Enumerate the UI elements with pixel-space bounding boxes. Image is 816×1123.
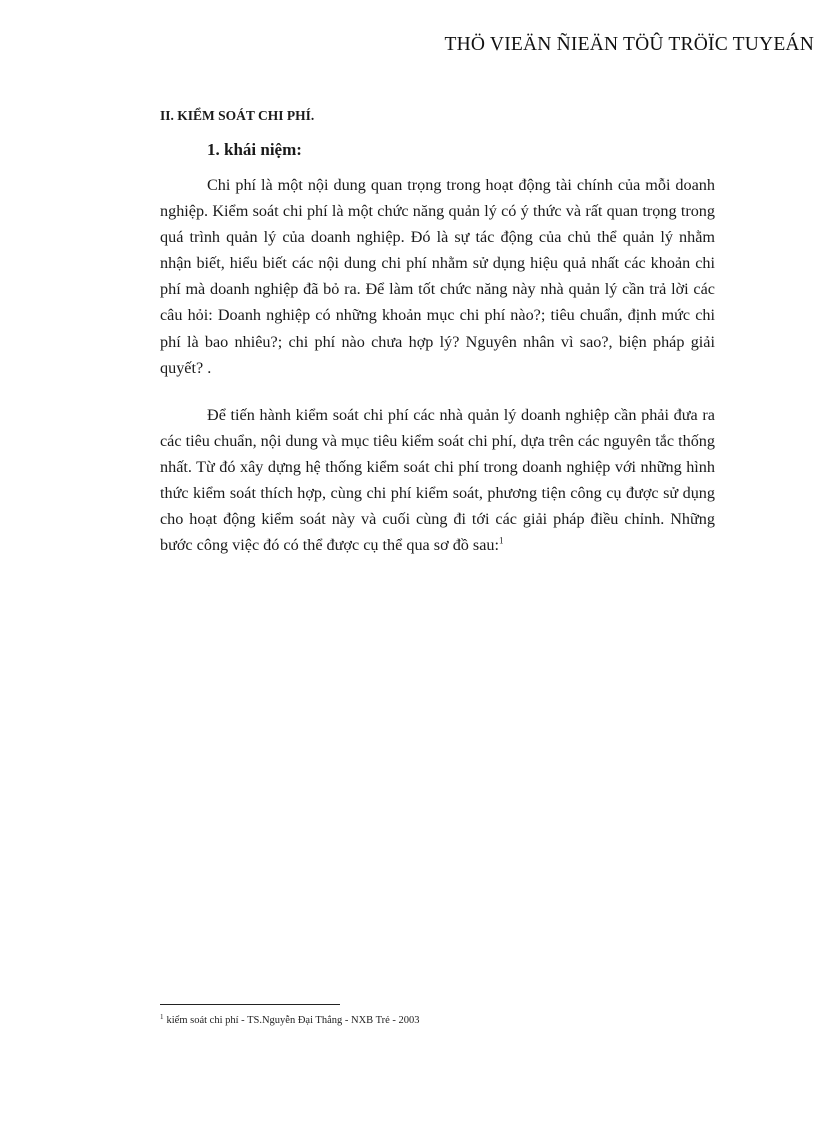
- running-header: THÖ VIEÄN ÑIEÄN TÖÛ TRÖÏC TUYEÁN: [444, 34, 814, 55]
- paragraph-2: [160, 402, 715, 559]
- paragraph-1: [160, 172, 715, 381]
- paragraph-1-text: Chi phí là một nội dung quan trọng trong hoạt động tài chính của mỗi doanh nghiệp. Kiểm soát chi phí là một chức năng quản lý có ý thức và rất quan trọng trong quá trình quản lý của doanh nghiệp. Đó là sự tác động của chủ thể quản lý nhằm nhận biết, hiểu biết các nội dung chi phí nhằm sử dụng hiệu quả nhất các khoản chi phí mà doanh nghiệp đã bỏ ra. Để làm tốt chức năng này nhà quản lý cần trả lời các câu hỏi: Doanh nghiệp có những khoản mục chi phí nào?; tiêu chuẩn, định mức chi phí là bao nhiêu?; chi phí nào chưa hợp lý? Nguyên nhân vì sao?, biện pháp giải quyết? .: [160, 176, 715, 377]
- footnote-separator: [160, 1004, 340, 1005]
- paragraph-2-text: Để tiến hành kiểm soát chi phí các nhà quản lý doanh nghiệp cần phải đưa ra các tiêu chuẩn, nội dung và mục tiêu kiểm soát chi phí, dựa trên các nguyên tắc thống nhất. Từ đó xây dựng hệ thống kiểm soát chi phí trong doanh nghiệp với những hình thức kiểm soát thích hợp, cùng chi phí kiểm soát, phương tiện công cụ được sử dụng cho hoạt động kiểm soát này và cuối cùng đi tới các giải pháp điều chỉnh. Những bước công việc đó có thể được cụ thể qua sơ đồ sau:: [160, 406, 715, 555]
- footnote-text: kiểm soát chi phí - TS.Nguyễn Đại Thắng - NXB Trẻ - 2003: [166, 1015, 420, 1026]
- section-heading: II. KIỂM SOÁT CHI PHÍ.: [160, 108, 315, 123]
- subsection-heading: 1. khái niệm:: [207, 140, 302, 159]
- footnote-reference[interactable]: 1: [499, 536, 504, 547]
- footnote: [160, 1012, 420, 1026]
- footnote-marker: 1: [160, 1012, 164, 1021]
